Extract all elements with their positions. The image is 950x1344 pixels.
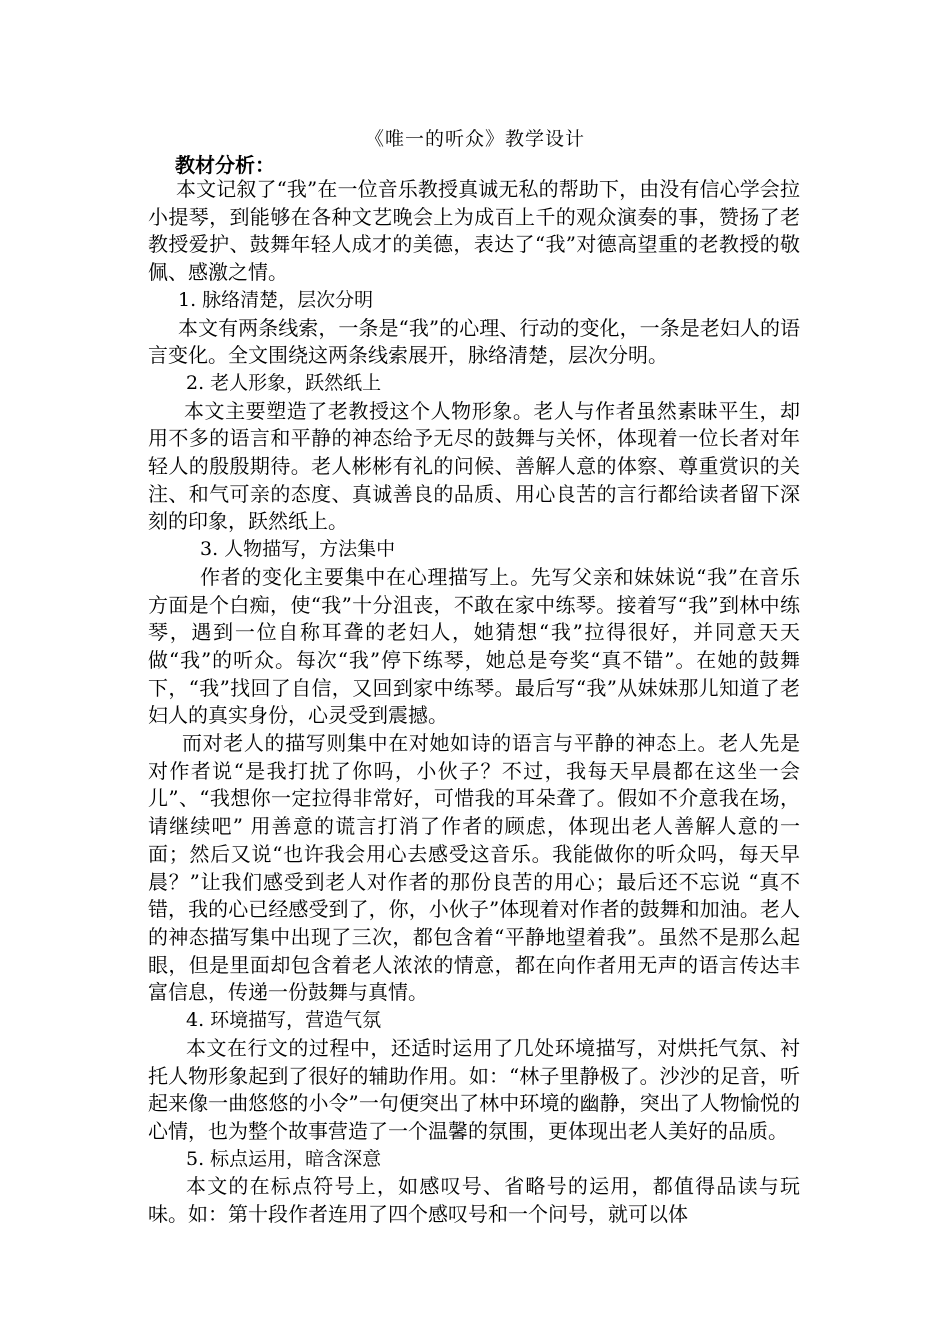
subheading-3: 3. 人物描写，方法集中 [200,538,396,561]
paragraph-1: 本文有两条线索，一条是“我”的心理、行动的变化，一条是老妇人的语言变化。全文围绕这两条线索展开，脉络清楚，层次分明。 [148,315,800,368]
paragraph-5: 本文的在标点符号上，如感叹号、省略号的运用，都值得品读与玩味。如：第十段作者连用了四个感叹号和一个问号，就可以体 [148,1174,800,1227]
intro-paragraph: 本文记叙了“我”在一位音乐教授真诚无私的帮助下，由没有信心学会拉小提琴，到能够在各种文艺晚会上为成百上千的观众演奏的事，赞扬了老教授爱护、鼓舞年轻人成才的美德，表达了“我”对德高望重的老教授的敬佩、感激之情。 [148,177,800,285]
subheading-5: 5. 标点运用，暗含深意 [186,1147,382,1170]
subheading-1: 1. 脉络清楚，层次分明 [178,288,374,311]
subheading-2: 2. 老人形象，跃然纸上 [186,371,382,394]
document-title: 《唯一的听众》教学设计 [364,128,585,150]
document-body [148,176,800,1229]
paragraph-2: 本文主要塑造了老教授这个人物形象。老人与作者虽然素昧平生，却用不多的语言和平静的神态给予无尽的鼓舞与关怀，体现着一位长者对年轻人的殷殷期待。老人彬彬有礼的问候、善解人意的体察、尊重赏识的关注、和气可亲的态度、真诚善良的品质、用心良苦的言行都给读者留下深刻的印象，跃然纸上。 [148,398,800,534]
paragraph-3a: 作者的变化主要集中在心理描写上。先写父亲和妹妹说“我”在音乐方面是个白痴，使“我”十分沮丧，不敢在家中练琴。接着写“我”到林中练琴，遇到一位自称耳聋的老妇人，她猜想“我”拉得很好，并同意天天做“我”的听众。每次“我”停下练琴，她总是夸奖“真不错”。在她的鼓舞下，“我”找回了自信，又回到家中练琴。最后写“我”从妹妹那儿知道了老妇人的真实身份，心灵受到震撼。 [148,564,800,728]
paragraph-4: 本文在行文的过程中，还适时运用了几处环境描写，对烘托气氛、衬托人物形象起到了很好的辅助作用。如：“林子里静极了。沙沙的足音，听起来像一曲悠悠的小令”一句便突出了林中环境的幽静，突出了人物愉悦的心情，也为整个故事营造了一个温馨的氛围，更体现出老人美好的品质。 [148,1035,800,1143]
subheading-4: 4. 环境描写，营造气氛 [186,1009,382,1032]
paragraph-3b: 而对老人的描写则集中在对她如诗的语言与平静的神态上。老人先是对作者说“是我打扰了你吗，小伙子？不过，我每天早晨都在这坐一会儿”、“我想你一定拉得非常好，可惜我的耳朵聋了。假如不介意我在场，请继续吧” 用善意的谎言打消了作者的顾虑，体现出老人善解人意的一面；然后又说“也许我会用心去感受这音乐。我能做你的听众吗，每天早晨？”让我们感受到老人对作者的那份良苦的用心；最后还不忘说 “真不错，我的心已经感受到了，你，小伙子”体现着对作者的鼓舞和加油。老人的神态描写集中出现了三次，都包含着“平静地望着我”。虽然不是那么起眼，但是里面却包含着老人浓浓的情意，都在向作者用无声的语言传达丰富信息，传递一份鼓舞与真情。 [148,731,800,1005]
section-heading: 教材分析： [175,153,275,177]
